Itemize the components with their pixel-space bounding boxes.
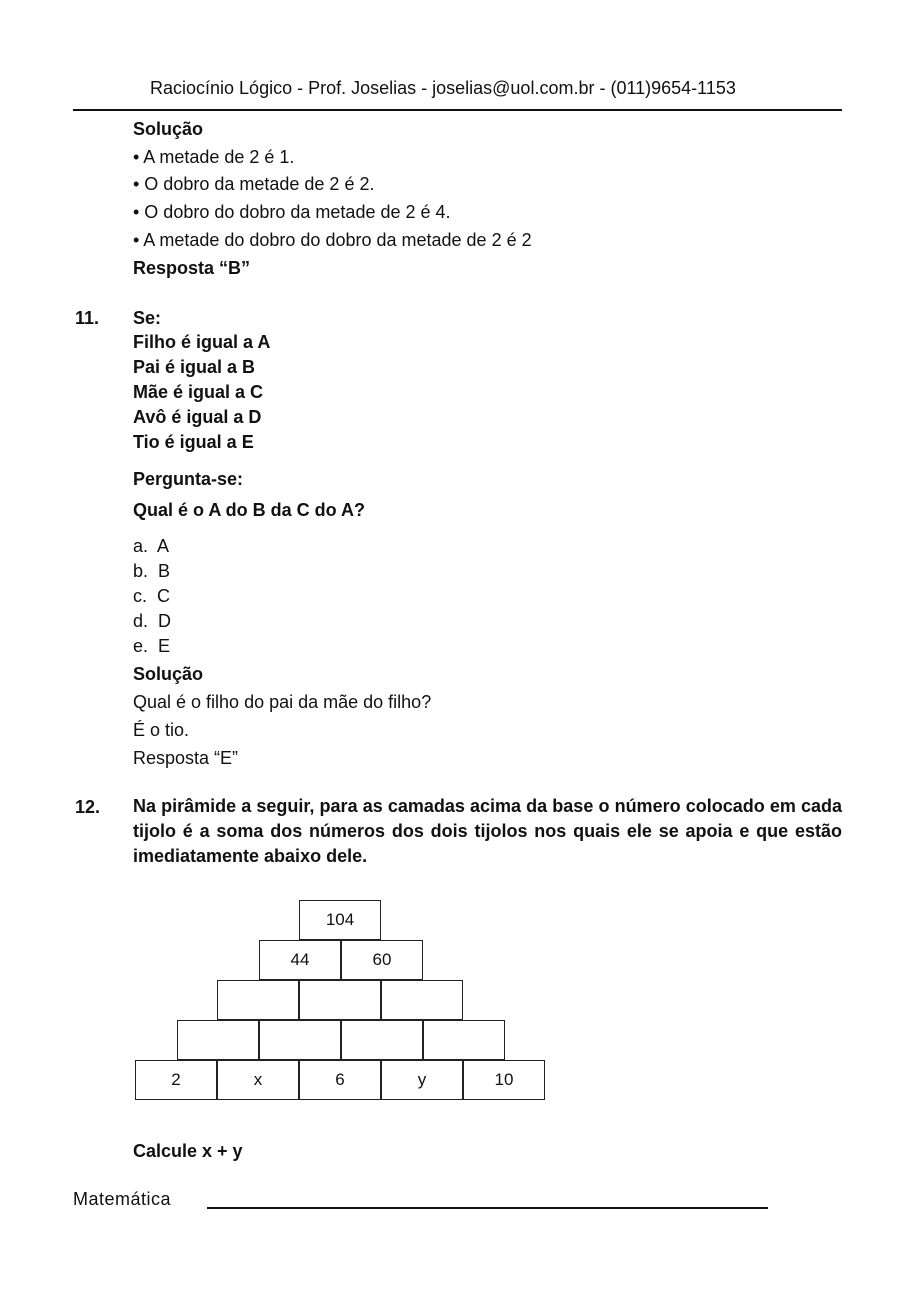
solution-title: Solução [133, 119, 204, 139]
bullet: • A metade de 2 é 1. [133, 147, 295, 167]
option-b: b. B [133, 561, 171, 581]
brick [217, 980, 299, 1020]
question-number: 12. [75, 797, 101, 817]
brick: y [381, 1060, 463, 1100]
question-text: Na pirâmide a seguir, para as camadas acima da base o número colocado em cada tijolo é a soma dos números dos dois tijolos nos quais ele se apoia e que estão imediatamente abaixo dele. [133, 796, 842, 866]
premise: Mãe é igual a C [133, 382, 264, 402]
premise: Pai é igual a B [133, 357, 256, 377]
header-rule [73, 109, 842, 111]
bullet: • O dobro do dobro da metade de 2 é 4. [133, 202, 451, 222]
solution-line: Qual é o filho do pai da mãe do filho? [133, 692, 432, 712]
brick: 44 [259, 940, 341, 980]
ask-label: Pergunta-se: [133, 469, 244, 489]
question-number: 11. [75, 308, 100, 328]
brick: x [217, 1060, 299, 1100]
option-a: a. A [133, 536, 170, 556]
brick: 60 [341, 940, 423, 980]
premise: Filho é igual a A [133, 332, 271, 352]
answer: Resposta “E” [133, 748, 239, 768]
brick [177, 1020, 259, 1060]
brick: 6 [299, 1060, 381, 1100]
brick [341, 1020, 423, 1060]
brick: 2 [135, 1060, 217, 1100]
brick: 10 [463, 1060, 545, 1100]
calc-prompt: Calcule x + y [133, 1141, 243, 1161]
premise: Se: [133, 308, 162, 328]
footer-rule [207, 1207, 768, 1209]
brick [259, 1020, 341, 1060]
brick [299, 980, 381, 1020]
solution-title: Solução [133, 664, 204, 684]
brick: 104 [299, 900, 381, 940]
option-d: d. D [133, 611, 172, 631]
option-e: e. E [133, 636, 171, 656]
premise: Avô é igual a D [133, 407, 262, 427]
brick [423, 1020, 505, 1060]
bullet: • O dobro da metade de 2 é 2. [133, 174, 375, 194]
bullet: • A metade do dobro do dobro da metade de 2 é 2 [133, 230, 532, 250]
option-c: c. C [133, 586, 171, 606]
brick [381, 980, 463, 1020]
solution-line: É o tio. [133, 720, 190, 740]
answer: Resposta “B” [133, 258, 251, 278]
premise: Tio é igual a E [133, 432, 254, 452]
question-text: Qual é o A do B da C do A? [133, 500, 365, 520]
page-header: Raciocínio Lógico - Prof. Joselias - joselias@uol.com.br - (011)9654-1153 [150, 78, 736, 98]
footer-subject: Matemática [73, 1189, 172, 1209]
